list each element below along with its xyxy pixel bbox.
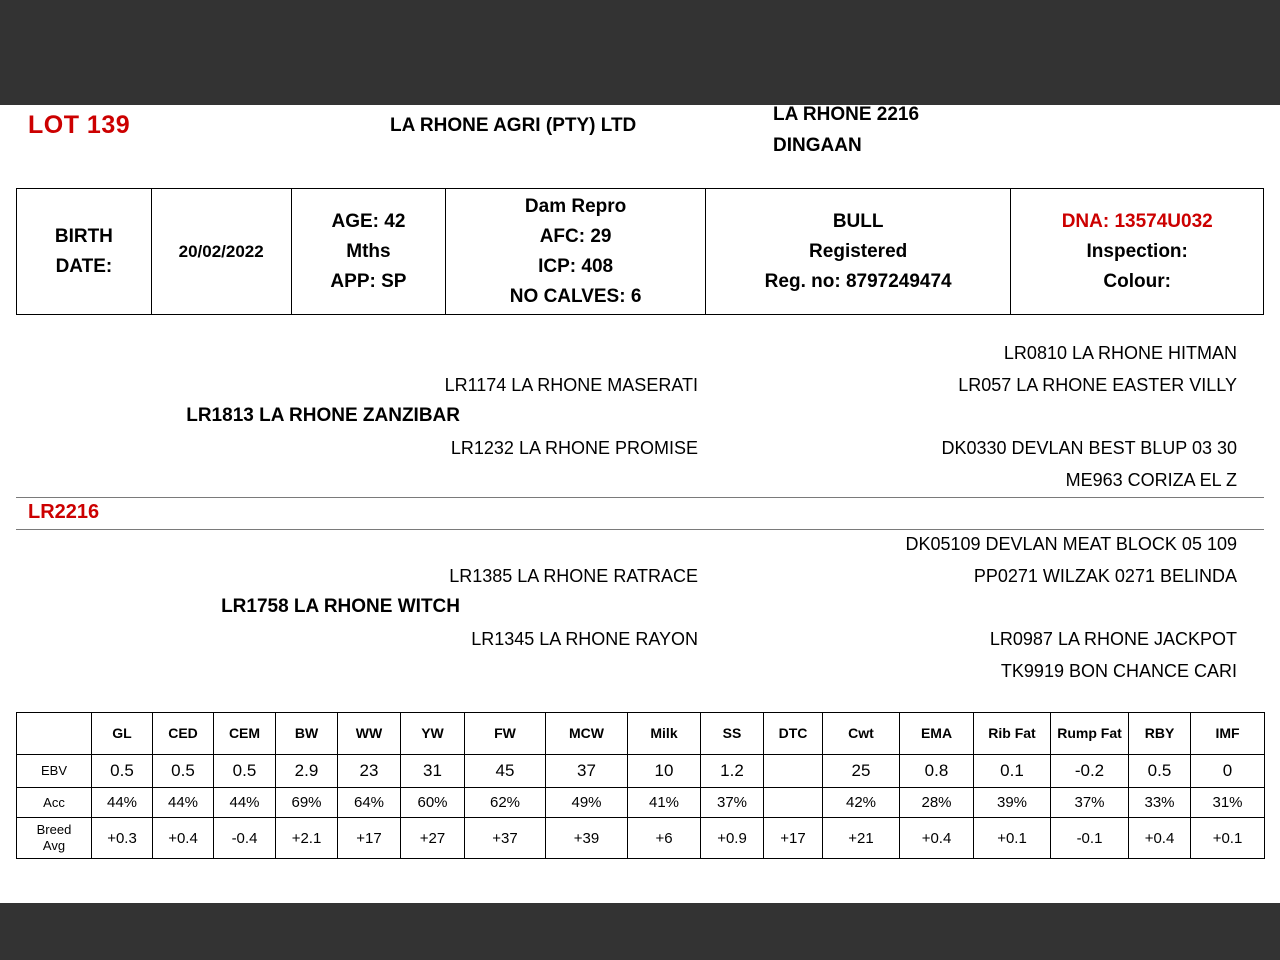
ebv-value-bw: 69% [276, 788, 338, 818]
ebv-value-rump-fat: -0.2 [1051, 755, 1129, 788]
animal-name-line1: LA RHONE 2216 [773, 104, 920, 125]
ebv-value-rib-fat: +0.1 [974, 818, 1051, 859]
pedigree-dam-dam-sire: LR0987 LA RHONE JACKPOT [989, 629, 1237, 649]
birth-date-value-cell [152, 189, 292, 314]
ebv-value-imf: 31% [1191, 788, 1265, 818]
info-table [16, 188, 1264, 315]
ebv-value-rib-fat: 0.1 [974, 755, 1051, 788]
registered-label: Registered [809, 240, 908, 262]
dam-repro-cell [446, 189, 706, 314]
ebv-value-milk: 10 [628, 755, 701, 788]
bottom-bar [0, 903, 1280, 960]
pedigree-dam: LR1758 LA RHONE WITCH [221, 596, 460, 617]
pedigree-sire-sire: LR1174 LA RHONE MASERATI [444, 375, 698, 395]
ebv-value-gl: +0.3 [92, 818, 153, 859]
ebv-value-mcw: 49% [546, 788, 628, 818]
animal-name-line2: DINGAAN [773, 135, 862, 156]
pedigree-sire-dam-dam: ME963 CORIZA EL Z [1065, 470, 1237, 490]
ebv-col-gl: GL [92, 713, 153, 755]
ebv-value-ced: 44% [153, 788, 214, 818]
sex-value: BULL [832, 210, 884, 232]
ebv-value-cwt: 25 [823, 755, 900, 788]
ebv-value-fw: +37 [465, 818, 546, 859]
ebv-col-rby: RBY [1129, 713, 1191, 755]
ebv-value-ema: 28% [900, 788, 974, 818]
lot-number: LOT 139 [28, 111, 131, 139]
animal-name [773, 99, 919, 161]
ebv-value-ema: 0.8 [900, 755, 974, 788]
ebv-col-yw: YW [401, 713, 465, 755]
pedigree-sire-dam-sire: DK0330 DEVLAN BEST BLUP 03 30 [941, 438, 1237, 458]
ebv-value-gl: 0.5 [92, 755, 153, 788]
inspection-label: Inspection: [1086, 240, 1188, 262]
birth-label-line1: BIRTH [54, 225, 113, 247]
pedigree-sire-sire-sire: LR0810 LA RHONE HITMAN [1003, 343, 1237, 363]
ebv-value-ss: 37% [701, 788, 764, 818]
ebv-col-ema: EMA [900, 713, 974, 755]
colour-label: Colour: [1103, 270, 1171, 292]
ebv-value-gl: 44% [92, 788, 153, 818]
ebv-col-ww: WW [338, 713, 401, 755]
ebv-col-rib-fat: Rib Fat [974, 713, 1051, 755]
ebv-value-rby: 33% [1129, 788, 1191, 818]
ebv-col-fw: FW [465, 713, 546, 755]
ebv-value-ww: +17 [338, 818, 401, 859]
ebv-value-ss: 1.2 [701, 755, 764, 788]
pedigree-divider-bottom [16, 529, 1264, 530]
pedigree-dam-sire: LR1385 LA RHONE RATRACE [449, 566, 698, 586]
no-calves-value: NO CALVES: 6 [509, 285, 642, 307]
ebv-value-imf: +0.1 [1191, 818, 1265, 859]
ebv-value-milk: 41% [628, 788, 701, 818]
ebv-value-fw: 45 [465, 755, 546, 788]
reg-no-value: Reg. no: 8797249474 [764, 270, 952, 292]
ebv-col-ced: CED [153, 713, 214, 755]
afc-value: AFC: 29 [539, 225, 612, 247]
ebv-col-milk: Milk [628, 713, 701, 755]
ebv-value-ww: 23 [338, 755, 401, 788]
pedigree-dam-dam-dam: TK9919 BON CHANCE CARI [1000, 661, 1237, 681]
ebv-value-ced: +0.4 [153, 818, 214, 859]
ebv-value-ced: 0.5 [153, 755, 214, 788]
ebv-col-ss: SS [701, 713, 764, 755]
bull-registration-cell [706, 189, 1012, 314]
ebv-col-bw: BW [276, 713, 338, 755]
company-name: LA RHONE AGRI (PTY) LTD [390, 115, 637, 136]
top-bar [0, 0, 1280, 105]
pedigree-sire-dam: LR1232 LA RHONE PROMISE [450, 438, 698, 458]
age-line2: Mths [346, 240, 391, 262]
ebv-col-cem: CEM [214, 713, 276, 755]
ebv-value-rump-fat: -0.1 [1051, 818, 1129, 859]
ebv-value-cem: 44% [214, 788, 276, 818]
ebv-value-yw: +27 [401, 818, 465, 859]
ebv-table [16, 712, 1265, 859]
ebv-value-yw: 60% [401, 788, 465, 818]
ebv-value-dtc [764, 755, 823, 788]
ebv-value-bw: 2.9 [276, 755, 338, 788]
ebv-value-bw: +2.1 [276, 818, 338, 859]
ebv-col-dtc: DTC [764, 713, 823, 755]
dna-inspection-cell [1011, 189, 1263, 314]
ebv-row-label-breed-avg: Breed Avg [17, 818, 92, 859]
dam-repro-title: Dam Repro [524, 195, 627, 217]
dna-value: DNA: 13574U032 [1061, 210, 1213, 232]
app-value: APP: SP [330, 270, 407, 292]
ebv-col-mcw: MCW [546, 713, 628, 755]
ebv-value-milk: +6 [628, 818, 701, 859]
ebv-value-rump-fat: 37% [1051, 788, 1129, 818]
ebv-value-ss: +0.9 [701, 818, 764, 859]
ebv-value-fw: 62% [465, 788, 546, 818]
ebv-col-imf: IMF [1191, 713, 1265, 755]
icp-value: ICP: 408 [538, 255, 614, 277]
ebv-value-cem: 0.5 [214, 755, 276, 788]
birth-label-line2: DATE: [55, 255, 113, 277]
ebv-row-label-ebv: EBV [17, 755, 92, 788]
pedigree-dam-dam: LR1345 LA RHONE RAYON [471, 629, 698, 649]
ebv-value-imf: 0 [1191, 755, 1265, 788]
ebv-value-rby: 0.5 [1129, 755, 1191, 788]
ebv-col-rump-fat: Rump Fat [1051, 713, 1129, 755]
age-cell [292, 189, 447, 314]
pedigree-divider-top [16, 497, 1264, 498]
ebv-value-ww: 64% [338, 788, 401, 818]
animal-id: LR2216 [28, 501, 100, 523]
ebv-row-label-acc: Acc [17, 788, 92, 818]
pedigree-dam-sire-dam: PP0271 WILZAK 0271 BELINDA [973, 566, 1237, 586]
ebv-value-cwt: +21 [823, 818, 900, 859]
ebv-col-cwt: Cwt [823, 713, 900, 755]
birth-date-label-cell [17, 189, 152, 314]
ebv-value-rby: +0.4 [1129, 818, 1191, 859]
age-line1: AGE: 42 [331, 210, 406, 232]
ebv-value-dtc: +17 [764, 818, 823, 859]
pedigree-dam-sire-sire: DK05109 DEVLAN MEAT BLOCK 05 109 [905, 534, 1237, 554]
ebv-value-yw: 31 [401, 755, 465, 788]
ebv-value-mcw: 37 [546, 755, 628, 788]
birth-date-value: 20/02/2022 [178, 241, 264, 261]
pedigree-sire: LR1813 LA RHONE ZANZIBAR [186, 405, 460, 426]
ebv-corner-cell [17, 713, 92, 755]
ebv-value-cem: -0.4 [214, 818, 276, 859]
ebv-value-rib-fat: 39% [974, 788, 1051, 818]
ebv-value-ema: +0.4 [900, 818, 974, 859]
pedigree-sire-sire-dam: LR057 LA RHONE EASTER VILLY [958, 375, 1237, 395]
ebv-value-mcw: +39 [546, 818, 628, 859]
ebv-value-dtc [764, 788, 823, 818]
ebv-value-cwt: 42% [823, 788, 900, 818]
